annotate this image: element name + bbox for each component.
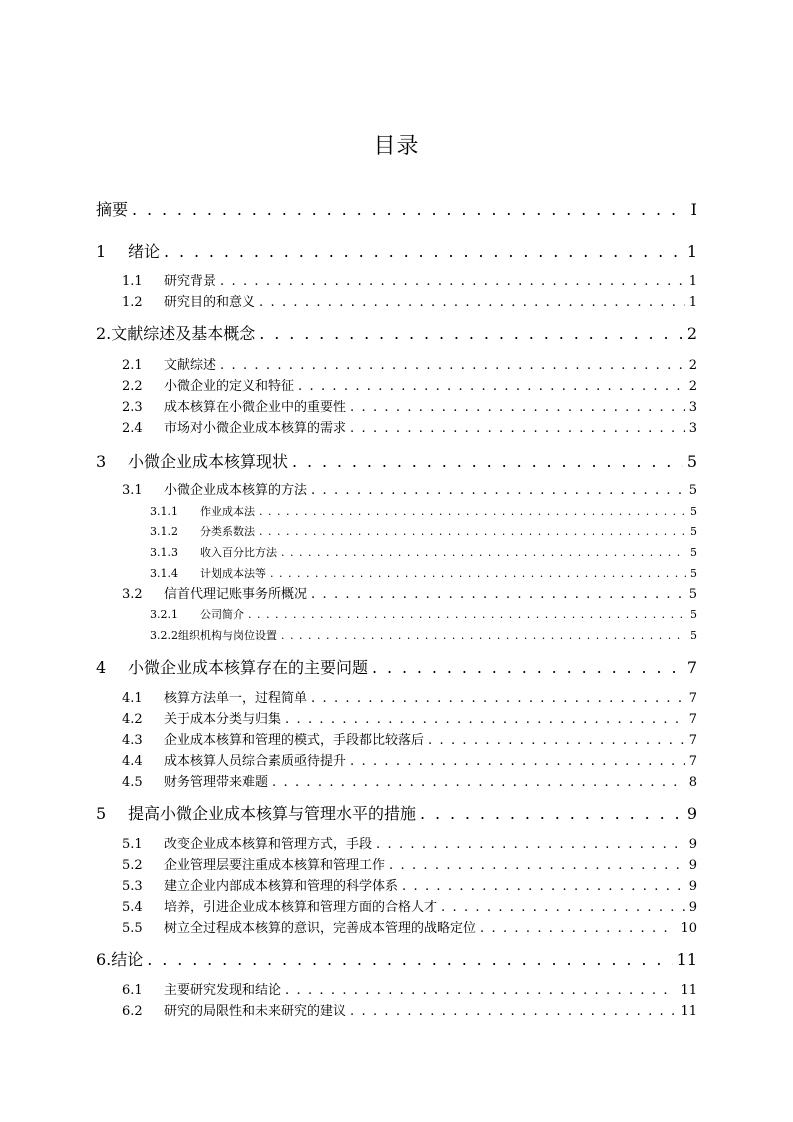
dot-leader — [272, 773, 685, 793]
dot-leader — [285, 981, 676, 1001]
toc-entry-label: 改变企业成本核算和管理方式，手段 — [164, 837, 373, 852]
dot-leader — [259, 523, 686, 541]
toc-entry-3-1-2[interactable] — [150, 523, 697, 541]
dot-leader — [389, 856, 685, 876]
toc-entry-number: 3.1.3 — [150, 546, 178, 559]
toc-entry-label: 企业成本核算和管理的模式，手段都比较落后 — [164, 733, 425, 748]
toc-entry-3-1-4[interactable] — [150, 565, 697, 583]
dot-leader — [350, 419, 685, 439]
toc-entry-number: 5.1 — [122, 837, 143, 852]
dot-leader — [259, 503, 686, 521]
dot-leader — [147, 948, 672, 972]
toc-entry-label: 文献综述 — [164, 358, 217, 373]
toc-entry-number: 3.2.1 — [150, 608, 178, 621]
toc-page-number: 8 — [688, 775, 697, 790]
toc-entry-chapter-1[interactable] — [96, 240, 697, 264]
toc-entry-number: 3.1 — [122, 483, 143, 498]
toc-page-number: 5 — [690, 629, 697, 642]
toc-page-number: 2 — [688, 358, 697, 373]
toc-page-number: 9 — [688, 879, 697, 894]
dot-leader — [420, 802, 683, 826]
dot-leader — [480, 919, 676, 939]
toc-entry-chapter-4[interactable] — [96, 656, 697, 680]
toc-page-number: 11 — [680, 983, 697, 998]
dot-leader — [350, 1002, 676, 1022]
toc-entry-4-3[interactable] — [122, 731, 697, 751]
toc-entry-number: 3 — [96, 452, 107, 471]
toc-entry-number: 5 — [96, 804, 107, 823]
toc-entry-2-2[interactable] — [122, 377, 697, 397]
toc-entry-1-2[interactable] — [122, 293, 697, 313]
toc-entry-number: 5.5 — [122, 921, 143, 936]
toc-page-number: 3 — [688, 421, 697, 436]
dot-leader — [311, 585, 685, 605]
toc-page-number: 9 — [686, 804, 697, 823]
toc-entry-label: 提高小微企业成本核算与管理水平的措施 — [128, 804, 417, 823]
toc-page-number: 7 — [688, 733, 697, 748]
toc-entry-label: 分类系数法 — [200, 525, 255, 538]
toc-entry-abstract[interactable] — [96, 198, 697, 222]
toc-entry-5-5[interactable] — [122, 919, 697, 939]
toc-entry-3-2-2[interactable] — [150, 627, 697, 645]
toc-entry-label: 小微企业成本核算的方法 — [164, 483, 308, 498]
toc-entry-number: 2. — [96, 324, 112, 343]
toc-entry-5-4[interactable] — [122, 898, 697, 918]
toc-page-number: 5 — [686, 452, 697, 471]
toc-page-number: 5 — [690, 525, 697, 538]
toc-entry-5-1[interactable] — [122, 835, 697, 855]
dot-leader — [164, 240, 683, 264]
toc-entry-label: 成本核算人员综合素质亟待提升 — [164, 754, 347, 769]
toc-entry-chapter-6[interactable] — [96, 948, 697, 972]
toc-entry-number: 4.3 — [122, 733, 143, 748]
toc-page-number: 5 — [688, 483, 697, 498]
toc-entry-number: 4.4 — [122, 754, 143, 769]
dot-leader — [350, 752, 685, 772]
toc-entry-label: 核算方法单一，过程简单 — [164, 691, 308, 706]
toc-page-number: 2 — [688, 379, 697, 394]
toc-entry-number: 4.2 — [122, 712, 143, 727]
dot-leader — [132, 198, 687, 222]
toc-page-number: 11 — [680, 1004, 697, 1019]
toc-entry-chapter-3[interactable] — [96, 450, 697, 474]
toc-entry-label: 关于成本分类与归集 — [164, 712, 282, 727]
toc-entry-label: 公司简介 — [200, 608, 244, 621]
dot-leader — [270, 565, 686, 583]
toc-page-number: I — [690, 200, 697, 219]
toc-page-number: 1 — [688, 295, 697, 310]
toc-entry-label: 收入百分比方法 — [200, 546, 277, 559]
dot-leader — [259, 322, 683, 346]
toc-page-number: 2 — [686, 324, 697, 343]
toc-entry-number: 2.1 — [122, 358, 143, 373]
toc-entry-label: 绪论 — [128, 242, 161, 261]
toc-entry-label: 小微企业成本核算现状 — [128, 452, 289, 471]
toc-entry-number: 3.1.2 — [150, 525, 178, 538]
toc-entry-3-1-1[interactable] — [150, 503, 697, 521]
toc-entry-label: 主要研究发现和结论 — [164, 983, 282, 998]
toc-entry-4-5[interactable] — [122, 773, 697, 793]
toc-entry-number: 6.2 — [122, 1004, 143, 1019]
toc-page-number: 7 — [688, 712, 697, 727]
toc-page-number: 5 — [690, 505, 697, 518]
toc-entry-label: 信首代理记账事务所概况 — [164, 587, 308, 602]
toc-entry-number: 3.1.1 — [150, 505, 178, 518]
toc-entry-label: 研究目的和意义 — [164, 295, 256, 310]
toc-entry-label: 培养，引进企业成本核算和管理方面的合格人才 — [164, 900, 438, 915]
toc-entry-4-2[interactable] — [122, 710, 697, 730]
toc-entry-number: 1 — [96, 242, 107, 261]
toc-page-number: 5 — [690, 546, 697, 559]
toc-entry-label: 小微企业成本核算存在的主要问题 — [128, 658, 369, 677]
toc-entry-number: 2.4 — [122, 421, 143, 436]
dot-leader — [372, 656, 683, 680]
toc-entry-number: 5.4 — [122, 900, 143, 915]
toc-entry-number: 5.2 — [122, 858, 143, 873]
toc-entry-label: 结论 — [111, 950, 144, 969]
toc-page-number: 9 — [688, 900, 697, 915]
toc-entry-label: 财务管理带来难题 — [164, 775, 269, 790]
toc-page-number: 9 — [688, 837, 697, 852]
toc-page-number: 7 — [686, 658, 697, 677]
toc-entry-label: 摘要 — [96, 200, 129, 219]
toc-page-number: 11 — [676, 950, 697, 969]
dot-leader — [298, 377, 685, 397]
toc-entry-label: 树立全过程成本核算的意识，完善成本管理的战略定位 — [164, 921, 477, 936]
toc-entry-number: 3.1.4 — [150, 567, 178, 580]
dot-leader — [281, 544, 686, 562]
toc-entry-number: 1.2 — [122, 295, 143, 310]
toc-page-number: 10 — [680, 921, 697, 936]
dot-leader — [376, 835, 685, 855]
toc-entry-2-3[interactable] — [122, 398, 697, 418]
toc-entry-label: 企业管理层要注重成本核算和管理工作 — [164, 858, 386, 873]
toc-entry-label: 文献综述及基本概念 — [111, 324, 256, 343]
toc-entry-6-2[interactable] — [122, 1002, 697, 1022]
dot-leader — [441, 898, 685, 918]
toc-entry-5-2[interactable] — [122, 856, 697, 876]
dot-leader — [285, 710, 685, 730]
page-title: 目录 — [373, 134, 420, 159]
toc-entry-label: 计划成本法等 — [200, 567, 266, 580]
toc-entry-label: 小微企业的定义和特征 — [164, 379, 295, 394]
dot-leader — [311, 481, 685, 501]
toc-entry-3-1[interactable] — [122, 481, 697, 501]
dot-leader — [281, 627, 686, 645]
toc-page-number: 1 — [686, 242, 697, 261]
toc-entry-label: 成本核算在小微企业中的重要性 — [164, 400, 347, 415]
toc-entry-number: 3.2 — [122, 587, 143, 602]
toc-entry-chapter-5[interactable] — [96, 802, 697, 826]
toc-entry-number: 4 — [96, 658, 107, 677]
toc-entry-6-1[interactable] — [122, 981, 697, 1001]
toc-page-number: 9 — [688, 858, 697, 873]
toc-entry-3-2[interactable] — [122, 585, 697, 605]
toc-entry-label: 市场对小微企业成本核算的需求 — [164, 421, 347, 436]
toc-page-number: 7 — [688, 691, 697, 706]
toc-entry-number: 6. — [96, 950, 112, 969]
toc-entry-4-4[interactable] — [122, 752, 697, 772]
toc-entry-label: 作业成本法 — [200, 505, 255, 518]
toc-entry-number: 4.5 — [122, 775, 143, 790]
toc-entry-number: 2.3 — [122, 400, 143, 415]
toc-page-number: 1 — [688, 274, 697, 289]
dot-leader — [311, 689, 685, 709]
toc-entry-3-2-1[interactable] — [150, 606, 697, 624]
toc-page-number: 3 — [688, 400, 697, 415]
toc-entry-5-3[interactable] — [122, 877, 697, 897]
dot-leader — [220, 272, 685, 292]
dot-leader — [428, 731, 685, 751]
dot-leader — [220, 356, 685, 376]
toc-entry-chapter-2[interactable] — [96, 322, 697, 346]
toc-page-number: 5 — [690, 567, 697, 580]
dot-leader — [292, 450, 683, 474]
toc-entry-label: 研究背景 — [164, 274, 217, 289]
toc-entry-label: 组织机构与岗位设置 — [178, 629, 277, 642]
toc-entry-1-1[interactable] — [122, 272, 697, 292]
toc-entry-label: 研究的局限性和未来研究的建议 — [164, 1004, 347, 1019]
dot-leader — [350, 398, 685, 418]
toc-entry-3-1-3[interactable] — [150, 544, 697, 562]
dot-leader — [248, 606, 686, 624]
toc-entry-2-4[interactable] — [122, 419, 697, 439]
toc-entry-number: 5.3 — [122, 879, 143, 894]
dot-leader — [259, 293, 685, 313]
toc-entry-number: 3.2.2 — [150, 629, 178, 642]
toc-entry-number: 2.2 — [122, 379, 143, 394]
toc-page-number: 5 — [688, 587, 697, 602]
toc-entry-2-1[interactable] — [122, 356, 697, 376]
toc-entry-4-1[interactable] — [122, 689, 697, 709]
toc-entry-number: 4.1 — [122, 691, 143, 706]
dot-leader — [402, 877, 685, 897]
toc-entry-label: 建立企业内部成本核算和管理的科学体系 — [164, 879, 399, 894]
toc-page-number: 5 — [690, 608, 697, 621]
toc-page-number: 7 — [688, 754, 697, 769]
toc-entry-number: 1.1 — [122, 274, 143, 289]
toc-entry-number: 6.1 — [122, 983, 143, 998]
